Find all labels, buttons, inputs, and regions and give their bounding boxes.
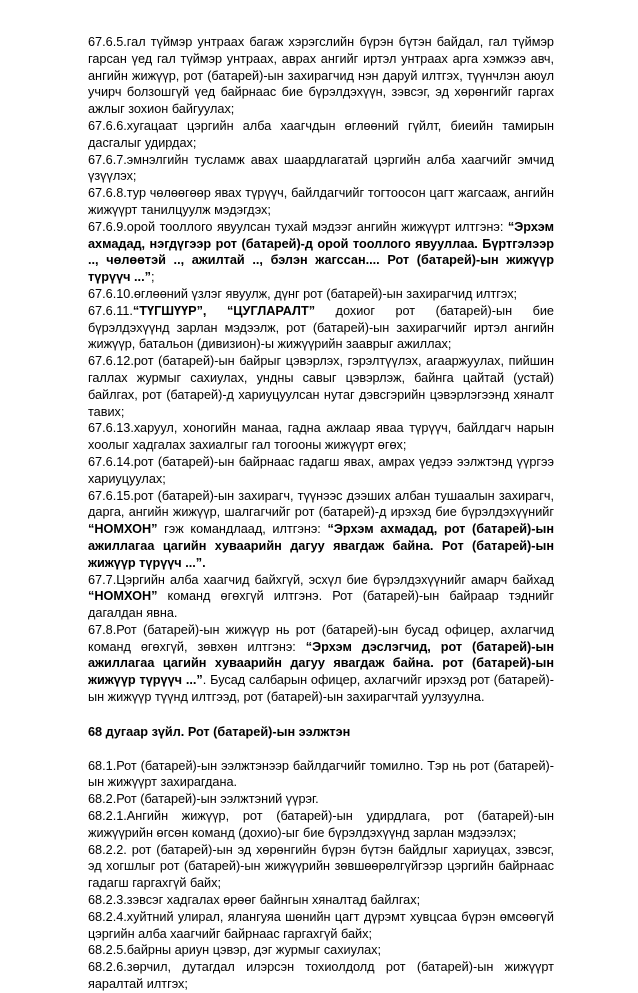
paragraph-682 xyxy=(88,791,554,808)
text-run: гэж командлаад, илтгэнэ: xyxy=(157,522,328,537)
paragraph-6769 xyxy=(88,219,554,286)
paragraph-6765 xyxy=(88,34,554,118)
paragraph-6766 xyxy=(88,118,554,152)
paragraph-6826 xyxy=(88,959,554,993)
text-run: 68.2.Рот (батарей)-ын ээлжтэний үүрэг. xyxy=(88,792,319,807)
text-run: . Бусад салбарын офицер, ахлагчийг ирэхэд рот (батарей)-ын жижүүр түүнд илтгээд, рот (батарей)-ын захирагчтай уулзуулна. xyxy=(88,673,554,705)
text-run: дохиог рот (батарей)-ын бие бүрэлдэхүүнд зарлан мэдээлж, рот (батарей)-ын захирагчийг иртэл ангийн жижүүр, батальон (дивизион)-ы жижүүрийн зааврыг ажиллах; xyxy=(88,303,554,352)
text-run: 68.2.4.хуйтний улирал, ялангуяа шөнийн цагт дүрэмт хувцсаа бүрэн өмсөөгүй цэргийн алба хаагчийг байрнаас гаргахгүй байх; xyxy=(88,909,554,941)
text-run: 67.6.13.харуул, хоногийн манаа, гадна ажлаар яваа түрүүч, байлдагч нарын хоолыг хадгалах захиалгыг гал тогооны жижүүрт өгөх; xyxy=(88,421,554,453)
paragraph-67614 xyxy=(88,454,554,488)
bold-text: “НОМХОН” xyxy=(88,589,158,604)
text-run: 68.2.2. рот (батарей)-ын эд хөрөнгийн бүрэн бүтэн байдлыг хариуцах, зэвсэг, эд хогшлыг рот (батарей)-ын жижүүрийн зөвшөөрөлгүйгээр цэргийн байрнаас гадагш гаргахгүй байх; xyxy=(88,842,554,891)
paragraph-67615 xyxy=(88,488,554,572)
text-run: 67.6.14.рот (батарей)-ын байрнаас гадагш явах, амрах үедээ ээлжтэнд үүргээ хариуцуулах; xyxy=(88,454,554,486)
text-run: 67.6.9.орой тооллого явуулсан тухай мэдээг ангийн жижүүрт илтгэнэ: xyxy=(88,219,508,234)
text-run: 68.2.6.зөрчил, дутагдал илэрсэн тохиолдолд рот (батарей)-ын жижүүрт яаралтай илтгэх; xyxy=(88,960,554,992)
text-run: 67.6.12.рот (батарей)-ын байрыг цэвэрлэх, гэрэлтүүлэх, агааржуулах, пийшин галлах журмыг сахиулах, ундны савыг цэвэрлэж, байнга цайтай (устай) байлгах, рот (батарей)-д хариуцуулсан нутаг дэвсгэрийн цэвэрлэгээнд хяналт тавих; xyxy=(88,354,554,419)
article-68-heading: 68 дугаар зүйл. Рот (батарей)-ын ээлжтэн xyxy=(88,724,351,739)
paragraph-678 xyxy=(88,622,554,706)
text-run: 67.6.15.рот (батарей)-ын захирагч, түүнээс дээших албан тушаалын захирагч, дарга, ангийн жижүүр, шалгагчийг рот (батарей)-д ирэхэд бие бүрэлдэхүүнийг xyxy=(88,488,554,520)
paragraph-67611 xyxy=(88,303,554,353)
text-run: команд өгөхгүй илтгэнэ. Рот (батарей)-ын байраар тэднийг дагалдан явна. xyxy=(88,589,554,621)
section-article-68-items xyxy=(88,758,554,993)
text-run: 67.8.Рот (батарей)-ын жижүүр нь рот (батарей)-ын бусад офицер, ахлагчид команд өгөхгүй, зөвхөн илтгэнэ: xyxy=(88,622,554,654)
paragraph-67613 xyxy=(88,420,554,454)
text-run: 68.2.1.Ангийн жижүүр, рот (батарей)-ын удирдлага, рот (батарей)-ын жижүүрийн өгсөн команд (дохио)-ыг бие бүрэлдэхүүнд зарлан мэдээлэх; xyxy=(88,809,554,840)
text-run: 67.6.7.эмнэлгийн тусламж авах шаардлагатай цэргийн алба хаагчийг эмчид үзүүлэх; xyxy=(88,152,554,184)
section-article-67-items xyxy=(88,34,554,706)
text-run: ; xyxy=(150,270,155,285)
bold-text: “Эрхэм ахмадад, рот (батарей)-ын ажиллагаа цагийн хуваарийн дагуу явагдаж байна. Рот (батарей)-ын жижүүр түрүүч ...”. xyxy=(88,522,554,570)
text-run: 68.1.Рот (батарей)-ын ээлжтэнээр байлдагчийг томилно. Тэр нь рот (батарей)-ын жижүүрт захирагдана. xyxy=(88,758,554,790)
paragraph-6824 xyxy=(88,909,554,943)
paragraph-67610 xyxy=(88,286,554,303)
text-run: 67.7.Цэргийн алба хаагчид байхгүй, эсхүл бие бүрэлдэхүүнийг амарч байхад xyxy=(88,572,554,587)
bold-text: “НОМХОН” xyxy=(88,522,158,537)
paragraph-6821 xyxy=(88,808,554,842)
bold-text: “Эрхэм дэслэгчид, рот (батарей)-ын ажиллагаа цагийн хуваарийн дагуу явагдаж байна. рот (батарей)-ын жижүүр түрүүч ...” xyxy=(88,639,555,688)
paragraph-6767 xyxy=(88,152,554,186)
text-run: 68.2.5.байрны ариун цэвэр, дэг журмыг сахиулах; xyxy=(88,943,382,958)
bold-text: “ТҮГШҮҮР”, “ЦУГЛАРАЛТ” xyxy=(132,303,316,318)
paragraph-67612 xyxy=(88,353,554,420)
text-run: 67.6.11. xyxy=(88,303,133,318)
paragraph-681 xyxy=(88,758,554,792)
bold-text: “Эрхэм ахмадад, нэгдүгээр рот (батарей)-д орой тооллого явууллаа. Бүртгэлээр .., чөлөөтэй .., ажилтай .., бэлэн жагссан.... Рот (батарей)-ын жижүүр түрүүч ...” xyxy=(88,219,554,285)
text-run: 67.6.5.гал түймэр унтраах багаж хэрэгслийн бүрэн бүтэн байдал, гал түймэр гарсан үед гал түймэр унтраах, аврах ангийг иртэл унтраах арга хэмжээ авч, ангийн жижүүр, рот (батарей)-ын захирагчид нэн даруй илтгэх, түүнчлэн аюул учирч болзошгүй үед байрнаас бие бүрэлдэхүүн, зэвсэг, эд хөрөнгийг гаргах ажлыг зохион байгуулах; xyxy=(88,35,554,117)
text-run: 67.6.10.өглөөний үзлэг явуулж, дүнг рот (батарей)-ын захирагчид илтгэх; xyxy=(88,286,518,301)
paragraph-677 xyxy=(88,572,554,622)
text-run: 67.6.6.хугацаат цэргийн алба хаагчдын өглөөний гүйлт, биеийн тамирын дасгалыг удирдах; xyxy=(88,118,554,150)
text-run: 68.2.3.зэвсэг хадгалах өрөөг байнгын хяналтад байлгах; xyxy=(88,893,421,908)
paragraph-6768 xyxy=(88,185,554,219)
paragraph-6823 xyxy=(88,892,554,909)
text-run: 67.6.8.тур чөлөөгөөр явах түрүүч, байлдагчийг тогтоосон цагт жагсааж, ангийн жижүүрт танилцуулж мэдэгдэх; xyxy=(88,186,554,217)
paragraph-6825 xyxy=(88,942,554,959)
paragraph-6822 xyxy=(88,842,554,892)
